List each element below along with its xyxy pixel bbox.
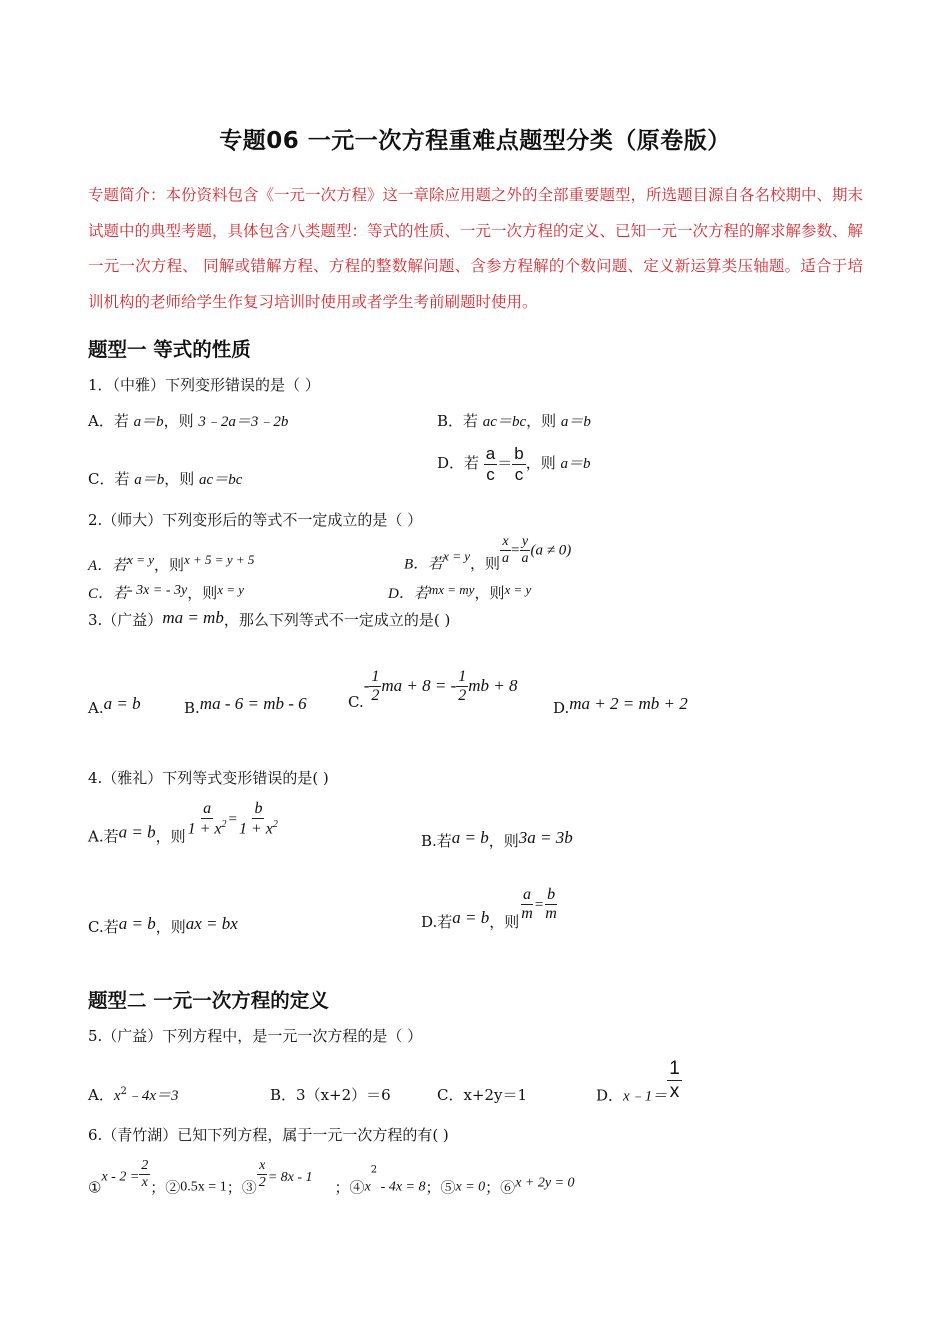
question-1-option-c: C．若 a＝b，则 ac＝bc (88, 470, 243, 488)
fraction: $\frac{x}{a}$ (502, 534, 509, 567)
fraction: $\frac{y}{a}$ (521, 534, 529, 567)
question-3-option-d: D.ma + 2 = mb + 2 (553, 694, 688, 717)
question-5-option-c: C．x+2y＝1 (437, 1086, 528, 1104)
question-4-option-a: A.若a = b，则 $\frac{a}{1 + x^2}$ = $\frac{b}{1 + x^2}$ (88, 800, 278, 846)
question-4-stem: 4.（雅礼）下列等式变形错误的是( ) (88, 769, 329, 787)
intro-paragraph: 专题简介：本份资料包含《一元一次方程》这一章除应用题之外的全部重要题型，所选题目源自各名校期中、期末试题中的典型考题，具体包含八类题型：等式的性质、一元一次方程的定义、已知一元一次方程的解求解参数、解一元一次方程、 同解或错解方程、方程的整数解问题、含参方程解的个数问题、定义新运算类压轴题。适合于培训机构的老师给学生作复习培训时使用或者学生考前刷题时使用。 (88, 186, 864, 311)
fraction: $\frac{2}{x}$ (141, 1158, 149, 1191)
question-4-option-b: B.若a = b，则3a = 3b (421, 828, 573, 850)
question-5-option-d: D．x﹣1＝ $\frac{1}{x}$ (596, 1058, 680, 1105)
fraction: $\frac{1}{x}$ (669, 1058, 680, 1102)
section-heading-1: 题型一 等式的性质 (88, 338, 251, 361)
fraction: $\frac{a}{c}$ (485, 444, 496, 484)
question-1-option-b: B．若 ac＝bc，则 a＝b (437, 412, 591, 430)
question-2-option-c: C．若- 3x = - 3y，则x = y (88, 582, 245, 602)
fraction: $\frac{b}{1 + x^2}$ (238, 800, 278, 838)
fraction: $\frac{x}{2}$ (258, 1158, 266, 1191)
question-3-stem: 3.（广益）ma = mb，那么下列等式不一定成立的是( ) (88, 608, 451, 629)
question-4-option-d: D.若a = b，则 $\frac{a}{m}$ = $\frac{b}{m}$ (421, 886, 557, 931)
question-6-equations: ①x - 2 = $\frac{2}{x}$ ；②0.5x = 1；③ $\frac{x}{2}$ = 8x - 1；$④x^2 - 4x = 8$；⑤x = 0；⑥x + 2y = 0 (88, 1158, 575, 1197)
question-5-option-a: A．$x^2﹣4x=3$ (88, 1086, 179, 1104)
question-5-option-b: B．3（x+2）＝6 (270, 1086, 391, 1104)
question-6-stem: 6.（青竹湖）已知下列方程，属于一元一次方程的有( ) (88, 1126, 449, 1144)
question-4-option-c: C.若a = b，则ax = bx (88, 914, 238, 936)
question-3-option-c: C.- $\frac{1}{2}$ ma + 8 = - $\frac{1}{2}$ mb + 8 (348, 668, 518, 711)
fraction: $\frac{1}{2}$ (371, 668, 380, 705)
question-2-option-d: D．若mx = my，则x = y (388, 582, 532, 602)
question-3-option-a: A.a = b (88, 694, 141, 717)
question-3-option-b: B.ma - 6 = mb - 6 (184, 694, 307, 717)
fraction: $\frac{a}{m}$ (521, 886, 533, 923)
page-title: 专题06 一元一次方程重难点题型分类（原卷版） (219, 128, 731, 154)
question-2-option-a: A．若x = y，则x + 5 = y + 5 (88, 552, 255, 574)
question-1-option-d: D．若 $\frac{a}{c}$ ＝ $\frac{b}{c}$ ，则 a＝b (437, 444, 591, 484)
question-1-stem: 1．（中雅）下列变形错误的是（ ） (88, 376, 320, 394)
fraction: $\frac{b}{c}$ (514, 444, 524, 484)
fraction: $\frac{1}{2}$ (458, 668, 467, 705)
fraction: $\frac{a}{1 + x^2}$ (187, 800, 227, 838)
question-1-option-a: A．若 a＝b，则 3﹣2a＝3﹣2b (88, 412, 289, 430)
question-2-stem: 2.（师大）下列变形后的等式不一定成立的是（ ） (88, 511, 423, 529)
question-2-option-b: B．若x = y，则 $\frac{x}{a}$ = $\frac{y}{a}$ (a ≠ 0) (404, 534, 572, 573)
fraction: $\frac{b}{m}$ (545, 886, 557, 923)
question-5-stem: 5.（广益）下列方程中，是一元一次方程的是（ ） (88, 1027, 423, 1045)
section-heading-2: 题型二 一元一次方程的定义 (88, 989, 329, 1012)
